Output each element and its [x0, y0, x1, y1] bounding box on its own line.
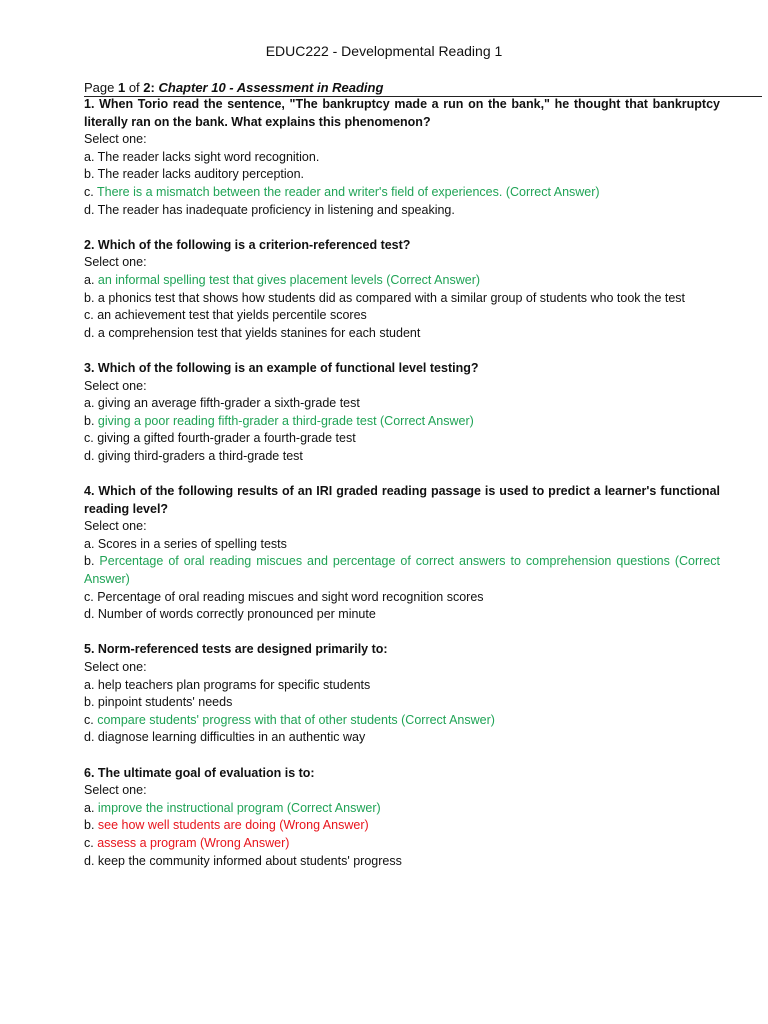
option-letter: a.	[84, 800, 98, 815]
answer-option	[84, 712, 720, 730]
option-letter: c.	[84, 431, 98, 446]
option-letter: d.	[84, 202, 98, 217]
option-letter: a.	[84, 272, 98, 287]
option-letter: a.	[84, 149, 98, 164]
answer-option	[84, 729, 720, 747]
answer-option	[84, 606, 720, 624]
option-letter: c.	[84, 308, 98, 323]
option-letter: d.	[84, 448, 98, 463]
answer-option	[84, 800, 720, 818]
question-block	[84, 483, 720, 624]
option-letter: d.	[84, 607, 98, 622]
answer-option	[84, 817, 720, 835]
option-letter: b.	[84, 413, 98, 428]
answer-option	[84, 835, 720, 853]
answer-option	[84, 448, 720, 466]
question-block	[84, 96, 720, 219]
answer-option	[84, 536, 720, 554]
chapter-title: Chapter 10 - Assessment in Reading	[158, 80, 384, 95]
page-prefix: Page	[84, 80, 118, 95]
select-one-label: Select one:	[84, 255, 147, 270]
question-text: 3. Which of the following is an example of functional level testing?	[84, 360, 479, 375]
option-letter: b.	[84, 290, 98, 305]
answer-option	[84, 202, 720, 220]
option-text: The reader lacks sight word recognition.	[97, 149, 320, 164]
option-letter: d.	[84, 730, 98, 745]
option-text: an achievement test that yields percentile scores	[97, 308, 367, 323]
answer-option	[84, 677, 720, 695]
option-letter: b.	[84, 554, 100, 569]
select-one-label: Select one:	[84, 783, 147, 798]
option-text: Scores in a series of spelling tests	[97, 536, 287, 551]
option-letter: c.	[84, 712, 98, 727]
answer-option	[84, 430, 720, 448]
option-text: giving a gifted fourth-grader a fourth-grade test	[97, 431, 356, 446]
question-block	[84, 641, 720, 747]
answer-option	[84, 307, 720, 325]
question-text: 4. Which of the following results of an IRI graded reading passage is used to predict a learner's functional reading level?	[84, 484, 720, 516]
option-text: a phonics test that shows how students did as compared with a similar group of students who took the test	[97, 290, 686, 305]
answer-option	[84, 413, 720, 431]
answer-option	[84, 290, 720, 308]
option-text: Percentage of oral reading miscues and sight word recognition scores	[97, 589, 484, 604]
question-text: 5. Norm-referenced tests are designed primarily to:	[84, 642, 388, 657]
option-letter: d.	[84, 853, 98, 868]
option-letter: c.	[84, 184, 97, 199]
answer-option	[84, 553, 720, 588]
answer-option	[84, 149, 720, 167]
option-text-correct: Percentage of oral reading miscues and percentage of correct answers to comprehension questions (Correct Answer)	[84, 554, 720, 587]
answer-option	[84, 694, 720, 712]
option-text: giving third-graders a third-grade test	[97, 448, 303, 463]
page-current: 1	[117, 80, 126, 95]
option-text-wrong: see how well students are doing (Wrong Answer)	[97, 818, 369, 833]
option-text: help teachers plan programs for specific students	[97, 677, 371, 692]
question-text: 2. Which of the following is a criterion-referenced test?	[84, 237, 411, 252]
question-block	[84, 237, 720, 343]
answer-option	[84, 589, 720, 607]
question-text: 1. When Torio read the sentence, "The bankruptcy made a run on the bank," he thought that bankruptcy literally ran on the bank. What explains this phenomenon?	[84, 97, 720, 129]
select-one-label: Select one:	[84, 660, 147, 674]
option-text: giving an average fifth-grader a sixth-grade test	[97, 396, 360, 411]
answer-option	[84, 272, 720, 290]
option-letter: a.	[84, 536, 98, 551]
select-one-label: Select one:	[84, 519, 147, 534]
answer-option	[84, 395, 720, 413]
option-text-wrong: assess a program (Wrong Answer)	[97, 835, 290, 850]
option-letter: d.	[84, 325, 98, 340]
option-text-correct: giving a poor reading fifth-grader a third-grade test (Correct Answer)	[97, 413, 474, 428]
option-text-correct: compare students' progress with that of other students (Correct Answer)	[97, 712, 495, 727]
page-total: 2	[143, 80, 151, 95]
page-separator: :	[150, 80, 159, 95]
option-text: a comprehension test that yields stanines for each student	[97, 325, 421, 340]
option-text: pinpoint students' needs	[97, 695, 233, 710]
option-letter: b.	[84, 818, 98, 833]
option-letter: c.	[84, 589, 98, 604]
answer-option	[84, 853, 720, 871]
option-text: diagnose learning difficulties in an authentic way	[97, 730, 366, 745]
option-letter: a.	[84, 396, 98, 411]
question-list	[84, 96, 720, 888]
option-letter: c.	[84, 835, 98, 850]
option-text: keep the community informed about students' progress	[97, 853, 402, 868]
option-text-correct: an informal spelling test that gives placement levels (Correct Answer)	[97, 272, 481, 287]
option-text-correct: There is a mismatch between the reader and writer's field of experiences. (Correct Answer)	[96, 184, 600, 199]
option-letter: b.	[84, 167, 98, 182]
question-text: 6. The ultimate goal of evaluation is to:	[84, 765, 315, 780]
option-letter: a.	[84, 677, 98, 692]
page-of: of	[125, 80, 144, 95]
select-one-label: Select one:	[84, 132, 147, 147]
option-text: Number of words correctly pronounced per minute	[97, 607, 376, 622]
answer-option	[84, 325, 720, 343]
answer-option	[84, 184, 720, 202]
question-block	[84, 360, 720, 466]
option-text: The reader lacks auditory perception.	[97, 167, 305, 182]
page-indicator	[84, 79, 383, 97]
select-one-label: Select one:	[84, 378, 147, 393]
answer-option	[84, 166, 720, 184]
question-block	[84, 765, 720, 871]
option-text: The reader has inadequate proficiency in listening and speaking.	[97, 202, 455, 217]
option-letter: b.	[84, 695, 98, 710]
option-text-correct: improve the instructional program (Correct Answer)	[97, 800, 381, 815]
document-title: EDUC222 - Developmental Reading 1	[265, 43, 503, 59]
